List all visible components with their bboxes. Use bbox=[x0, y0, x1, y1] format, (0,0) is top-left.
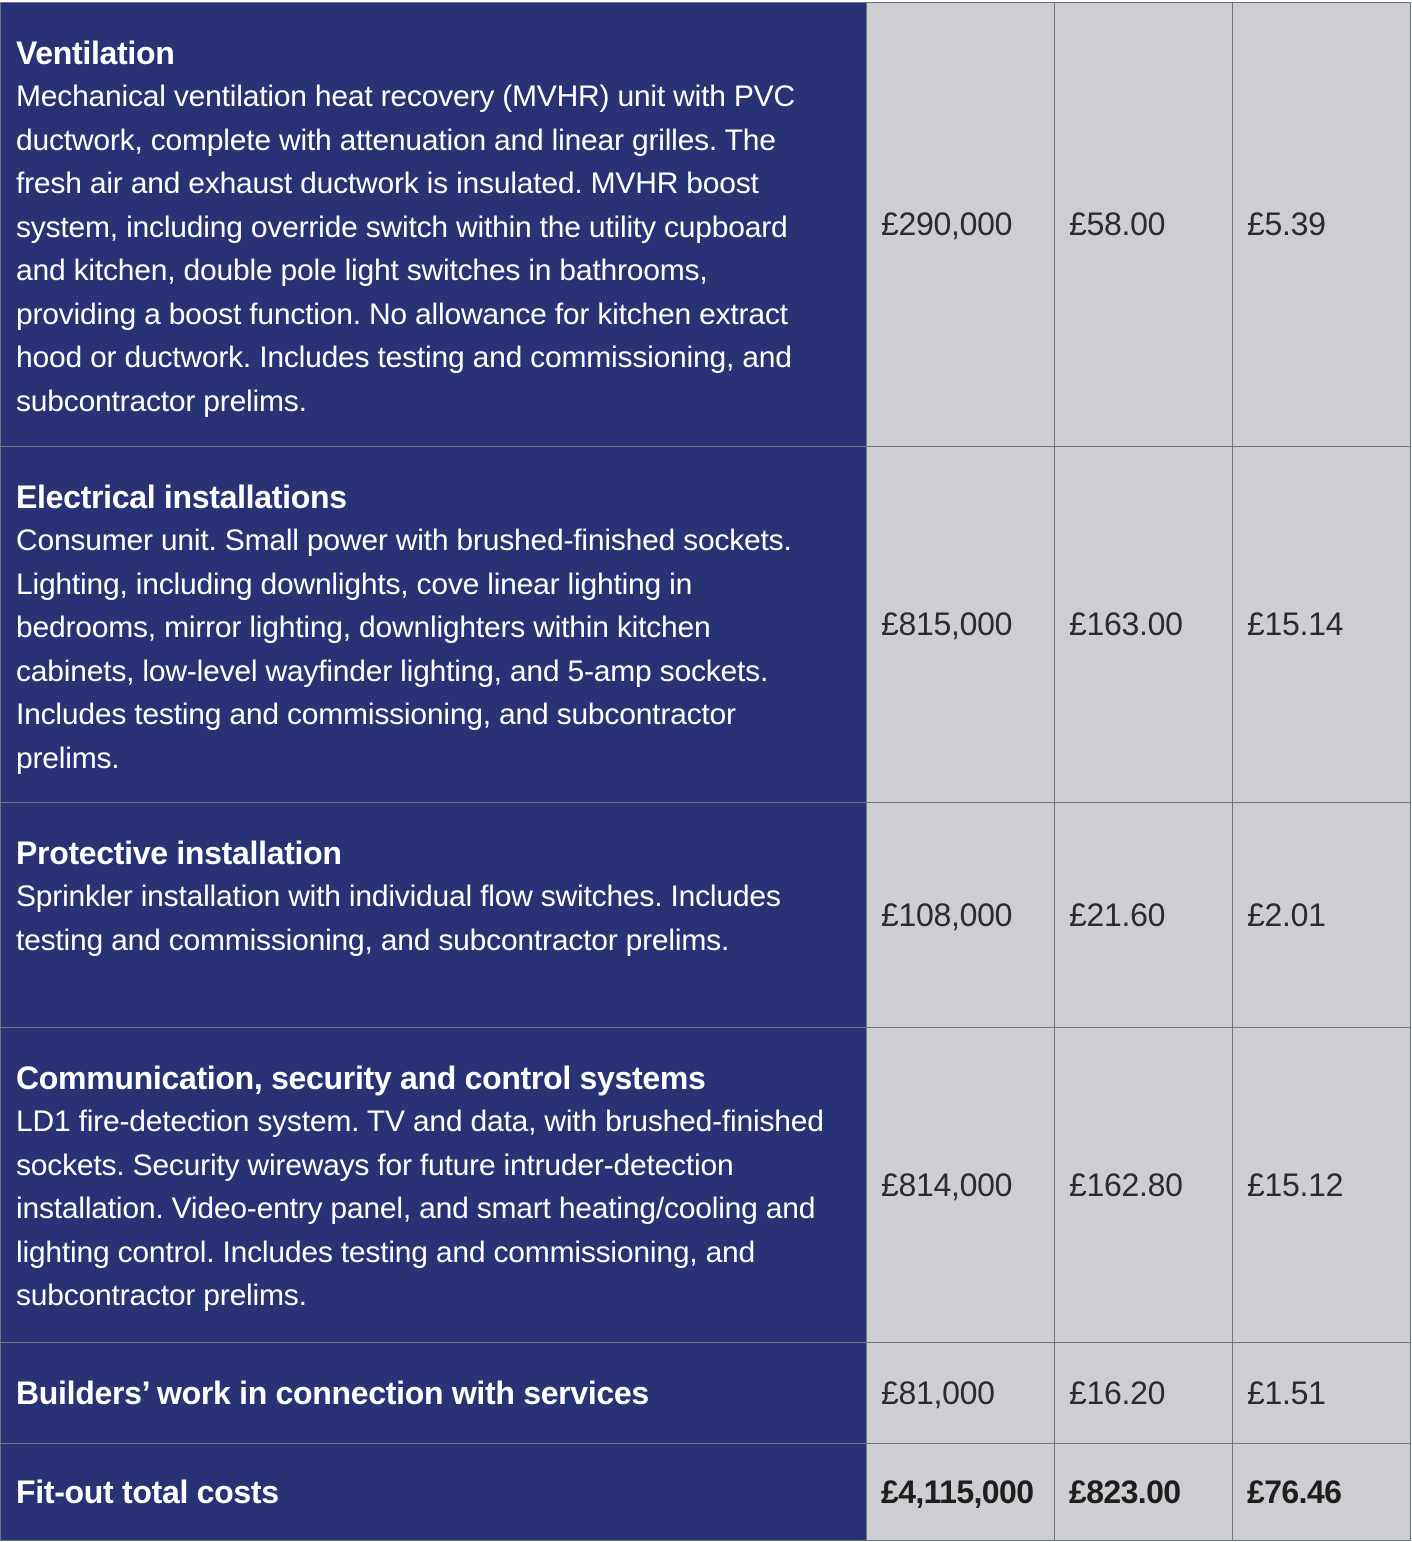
cost-per-ft2-cell: £1.51 bbox=[1233, 1343, 1411, 1444]
table-row-builders-work bbox=[1, 1343, 1411, 1444]
row-heading: Protective installation bbox=[16, 835, 342, 871]
table-row-ventilation bbox=[1, 3, 1411, 447]
row-description: Consumer unit. Small power with brushed-finished sockets. Lighting, including downlights, cove linear lighting in bedrooms, mirror lighting, downlighters within kitchen cabinets, low-level wayfinder lighting, and 5-amp sockets. Includes testing and commissioning, and subcontractor prelims. bbox=[16, 524, 792, 775]
cost-per-m2-cell: £163.00 bbox=[1055, 447, 1233, 803]
row-description: Sprinkler installation with individual flow switches. Includes testing and commissioning, and subcontractor prelims. bbox=[16, 880, 781, 957]
row-heading: Electrical installations bbox=[16, 479, 347, 515]
table-row-communication bbox=[1, 1028, 1411, 1343]
row-description: Mechanical ventilation heat recovery (MVHR) unit with PVC ductwork, complete with attenuation and linear grilles. The fresh air and exhaust ductwork is insulated. MVHR boost system, including override switch within the utility cupboard and kitchen, double pole light switches in bathrooms, providing a boost function. No allowance for kitchen extract hood or ductwork. Includes testing and commissioning, and subcontractor prelims. bbox=[16, 80, 795, 418]
grand-total-per-m2-cell: £823.00 bbox=[1055, 1444, 1233, 1541]
total-cost-cell: £290,000 bbox=[867, 3, 1055, 447]
row-description-cell bbox=[1, 803, 867, 1028]
row-description: LD1 fire-detection system. TV and data, with brushed-finished sockets. Security wireways for future intruder-detection installation. Video-entry panel, and smart heating/cooling and lighting control. Includes testing and commissioning, and subcontractor prelims. bbox=[16, 1105, 824, 1312]
cost-per-ft2-cell: £15.12 bbox=[1233, 1028, 1411, 1343]
cost-per-m2-cell: £16.20 bbox=[1055, 1343, 1233, 1444]
row-description-cell bbox=[1, 1343, 867, 1444]
row-description-cell bbox=[1, 447, 867, 803]
total-cost-cell: £814,000 bbox=[867, 1028, 1055, 1343]
grand-total-per-ft2-cell: £76.46 bbox=[1233, 1444, 1411, 1541]
total-heading: Fit-out total costs bbox=[16, 1474, 279, 1510]
total-description-cell bbox=[1, 1444, 867, 1541]
total-cost-cell: £108,000 bbox=[867, 803, 1055, 1028]
row-description-cell bbox=[1, 3, 867, 447]
total-cost-cell: £81,000 bbox=[867, 1343, 1055, 1444]
table-row-protective bbox=[1, 803, 1411, 1028]
table-row-electrical bbox=[1, 447, 1411, 803]
cost-per-ft2-cell: £5.39 bbox=[1233, 3, 1411, 447]
table-row-total bbox=[1, 1444, 1411, 1541]
cost-per-m2-cell: £162.80 bbox=[1055, 1028, 1233, 1343]
row-heading: Ventilation bbox=[16, 35, 175, 71]
cost-per-ft2-cell: £2.01 bbox=[1233, 803, 1411, 1028]
total-cost-cell: £815,000 bbox=[867, 447, 1055, 803]
row-heading: Communication, security and control systems bbox=[16, 1060, 706, 1096]
row-heading: Builders’ work in connection with services bbox=[16, 1375, 649, 1411]
grand-total-cost-cell: £4,115,000 bbox=[867, 1444, 1055, 1541]
cost-table bbox=[0, 2, 1411, 1541]
cost-per-m2-cell: £21.60 bbox=[1055, 803, 1233, 1028]
row-description-cell bbox=[1, 1028, 867, 1343]
cost-per-ft2-cell: £15.14 bbox=[1233, 447, 1411, 803]
cost-per-m2-cell: £58.00 bbox=[1055, 3, 1233, 447]
